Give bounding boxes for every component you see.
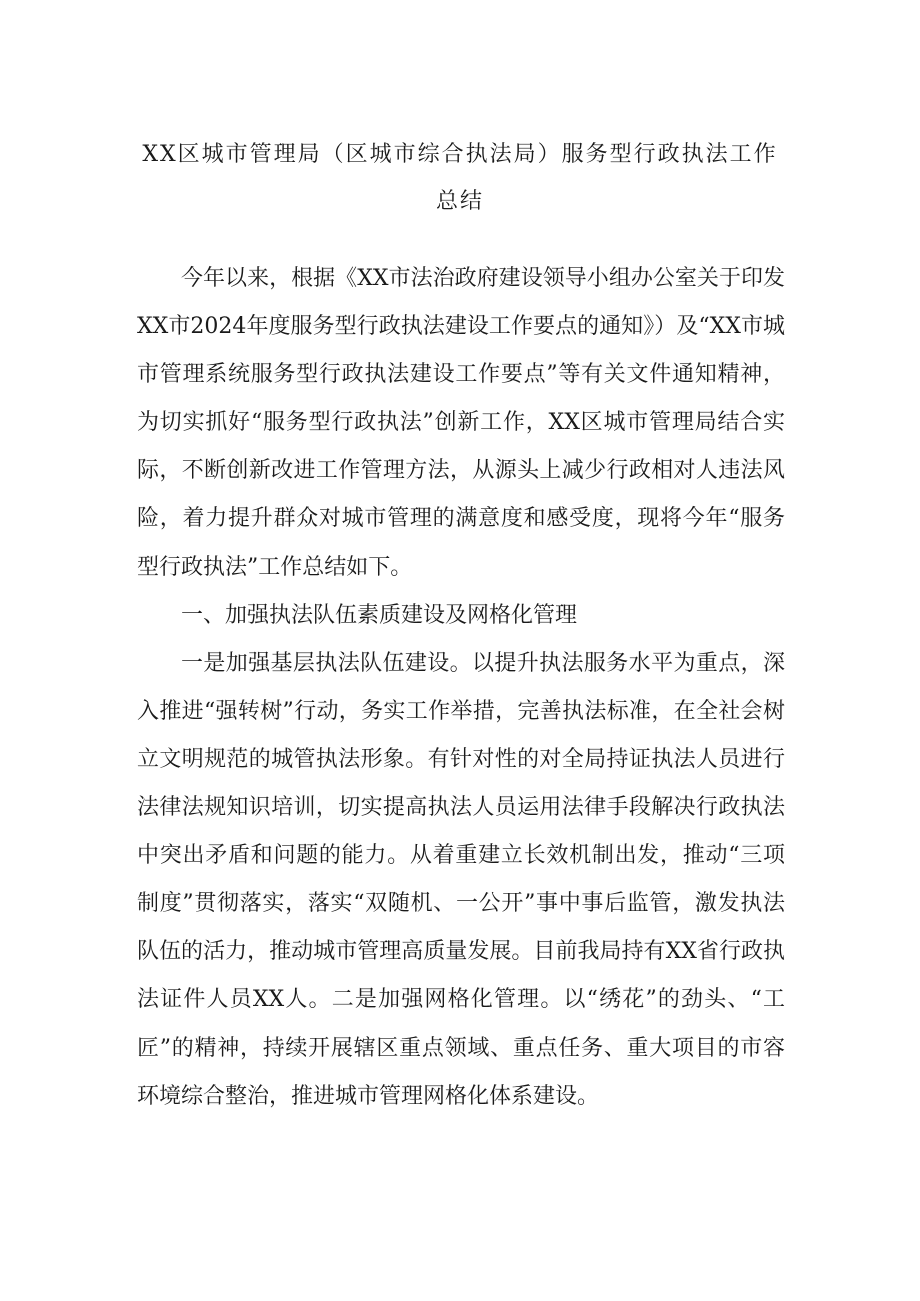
document-title-line-1: XX区城市管理局（区城市综合执法局）服务型行政执法工作: [142, 142, 778, 167]
document-title-line-2: 总结: [435, 189, 484, 214]
paragraph-intro: 今年以来，根据《XX市法治政府建设领导小组办公室关于印发XX市2024年度服务型行政执法建设工作要点的通知》）及“XX市城市管理系统服务型行政执法建设工作要点”等有关文件通知精神，为切实抓好“服务型行政执法”创新工作，XX区城市管理局结合实际，不断创新改进工作管理方法，从源头上减少行政相对人违法风险，着力提升群众对城市管理的满意度和感受度，现将今年“服务型行政执法”工作总结如下。: [137, 266, 785, 580]
section-heading-1: 一、加强执法队伍素质建设及网格化管理: [181, 602, 578, 628]
document-body: [137, 255, 785, 1121]
paragraph-section-1-body: 一是加强基层执法队伍建设。以提升执法服务水平为重点，深入推进“强转树”行动，务实工作举措，完善执法标准，在全社会树立文明规范的城管执法形象。有针对性的对全局持证执法人员进行法律法规知识培训，切实提高执法人员运用法律手段解决行政执法中突出矛盾和问题的能力。从着重建立长效机制出发，推动“三项制度”贯彻落实，落实“双随机、一公开”事中事后监管，激发执法队伍的活力，推动城市管理高质量发展。目前我局持有XX省行政执法证件人员XX人。二是加强网格化管理。以“绣花”的劲头、“工匠”的精神，持续开展辖区重点领域、重点任务、重大项目的市容环境综合整治，推进城市管理网格化体系建设。: [137, 650, 785, 1109]
